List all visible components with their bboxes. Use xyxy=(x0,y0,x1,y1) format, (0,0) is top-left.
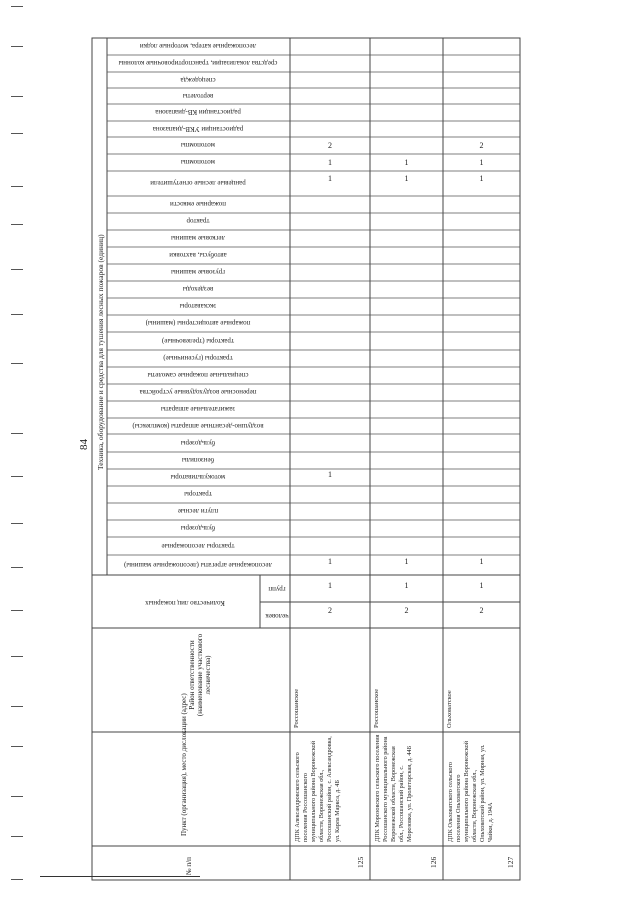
equipment-column-label: плуги лесные xyxy=(177,507,219,515)
equipment-column-label: мотопомпы xyxy=(180,158,216,166)
row-organisation: ДПК Ольховатского сельского поселения Ольховатского муниципального района Воронежской области, Воронежская обл., Ольховатский район, ул. Мирная, ул. Чайки, д. 194А xyxy=(447,740,494,842)
row-value-people: 2 xyxy=(404,606,409,615)
row-value-v1: 1 xyxy=(404,174,409,183)
row-value-groups: 1 xyxy=(479,581,484,590)
personnel-subcol-groups: групп xyxy=(268,585,286,593)
row-value-motopump: 1 xyxy=(328,470,332,479)
equipment-column-label: лесопожарные катера, моторные лодки xyxy=(139,42,257,50)
equipment-column-label: грузовые машины xyxy=(171,268,225,276)
page-number: 84 xyxy=(78,439,90,450)
equipment-column-label: пожарные емкости xyxy=(170,200,226,208)
equipment-column-label: трактор xyxy=(186,217,210,225)
row-area: Россошанское xyxy=(373,688,380,728)
row-value-groups: 1 xyxy=(404,581,409,590)
personnel-subcol-people: человек xyxy=(265,612,289,620)
row-value-v2: 1 xyxy=(479,158,484,167)
equipment-column-label: легковые машины xyxy=(171,234,225,242)
equipment-column-label: бензопилы xyxy=(181,456,215,464)
row-value-v1: 1 xyxy=(479,174,484,183)
org-header: Пункт (организация), место дислокации (адрес) xyxy=(180,693,188,836)
equipment-column-label: вертолеты xyxy=(182,92,214,100)
row-value-people: 2 xyxy=(328,606,332,615)
equipment-column-label: радиостанции КВ-диапазона xyxy=(155,108,241,116)
row-number: 126 xyxy=(429,856,438,868)
equipment-column-label: зажигательные аппараты xyxy=(160,405,236,413)
area-header: Район ответственности (наименование участкового лесничества) xyxy=(188,633,212,717)
equipment-column-label: экскаваторы xyxy=(179,302,217,310)
row-value-people: 2 xyxy=(479,606,484,615)
equipment-column-label: ранцевые лесные огнетушители xyxy=(150,179,246,187)
equipment-column-label: радиостанции УКВ-диапазона xyxy=(152,125,244,133)
equipment-column-label: специальные пожарные самолеты xyxy=(147,371,249,379)
row-value-agg: 1 xyxy=(479,557,484,566)
row-number: 127 xyxy=(506,856,515,868)
row-value-v2: 1 xyxy=(328,158,332,167)
equipment-column-label: мотопомпы xyxy=(180,141,216,149)
equipment-column-label: автобусы, вахтовки xyxy=(169,251,227,259)
personnel-header: Количество лиц пожарных xyxy=(145,599,225,607)
row-value-groups: 1 xyxy=(328,581,332,590)
row-value-v1: 1 xyxy=(328,174,332,183)
row-value-agg: 1 xyxy=(328,557,332,566)
equipment-column-label: спецодежда xyxy=(180,76,216,84)
row-organisation: ДПК Морозовского сельского поселения Россошанского муниципального района Воронежской области, Воронежская обл., Россошанский район, с. Морозовка, ул. Пролетарская, д. 44Б xyxy=(374,734,413,842)
equipment-header: Техника, оборудование и средства для тушения лесных пожаров (единиц) xyxy=(96,234,105,470)
row-value-v3: 2 xyxy=(328,141,332,150)
row-organisation: ДПК Александровского сельского поселения Россошанского муниципального района Воронежской области, Воронежская обл., Россошанский район, с. Александровка, ул. Карла Маркса, д. 4Б xyxy=(294,736,341,842)
equipment-column-label: мотокультиваторы xyxy=(170,473,226,481)
row-value-v2: 1 xyxy=(404,158,409,167)
equipment-column-label: тракторы (трелевочные) xyxy=(161,337,235,345)
row-area: Россошанское xyxy=(293,688,300,728)
num-header: № п/п xyxy=(185,857,193,875)
equipment-column-label: переносные воздуходувные устройства xyxy=(139,388,257,396)
equipment-column-label: вездеходы xyxy=(182,285,214,293)
equipment-column-label: бульдозеры xyxy=(180,524,216,532)
equipment-column-label: тракторы (гусеничные) xyxy=(163,354,233,362)
equipment-column-label: средства локализации, транспортировочные колонны xyxy=(118,59,278,67)
equipment-column-label: лесопожарные агрегаты (лесопожарные машины) xyxy=(123,561,273,569)
equipment-column-label: бульдозеры xyxy=(180,439,216,447)
equipment-column-label: воздушно-десантные аппараты (комплексы) xyxy=(132,422,264,430)
row-value-v3: 2 xyxy=(479,141,484,150)
footer-rule xyxy=(40,876,200,877)
equipment-column-label: тракторы xyxy=(184,490,212,498)
row-value-agg: 1 xyxy=(404,557,409,566)
equipment-column-label: пожарные автоцистерны (машины) xyxy=(145,319,251,327)
row-area: Ольховатское xyxy=(446,690,453,728)
row-number: 125 xyxy=(356,856,365,868)
equipment-column-label: тракторы лесопожарные xyxy=(161,542,235,550)
